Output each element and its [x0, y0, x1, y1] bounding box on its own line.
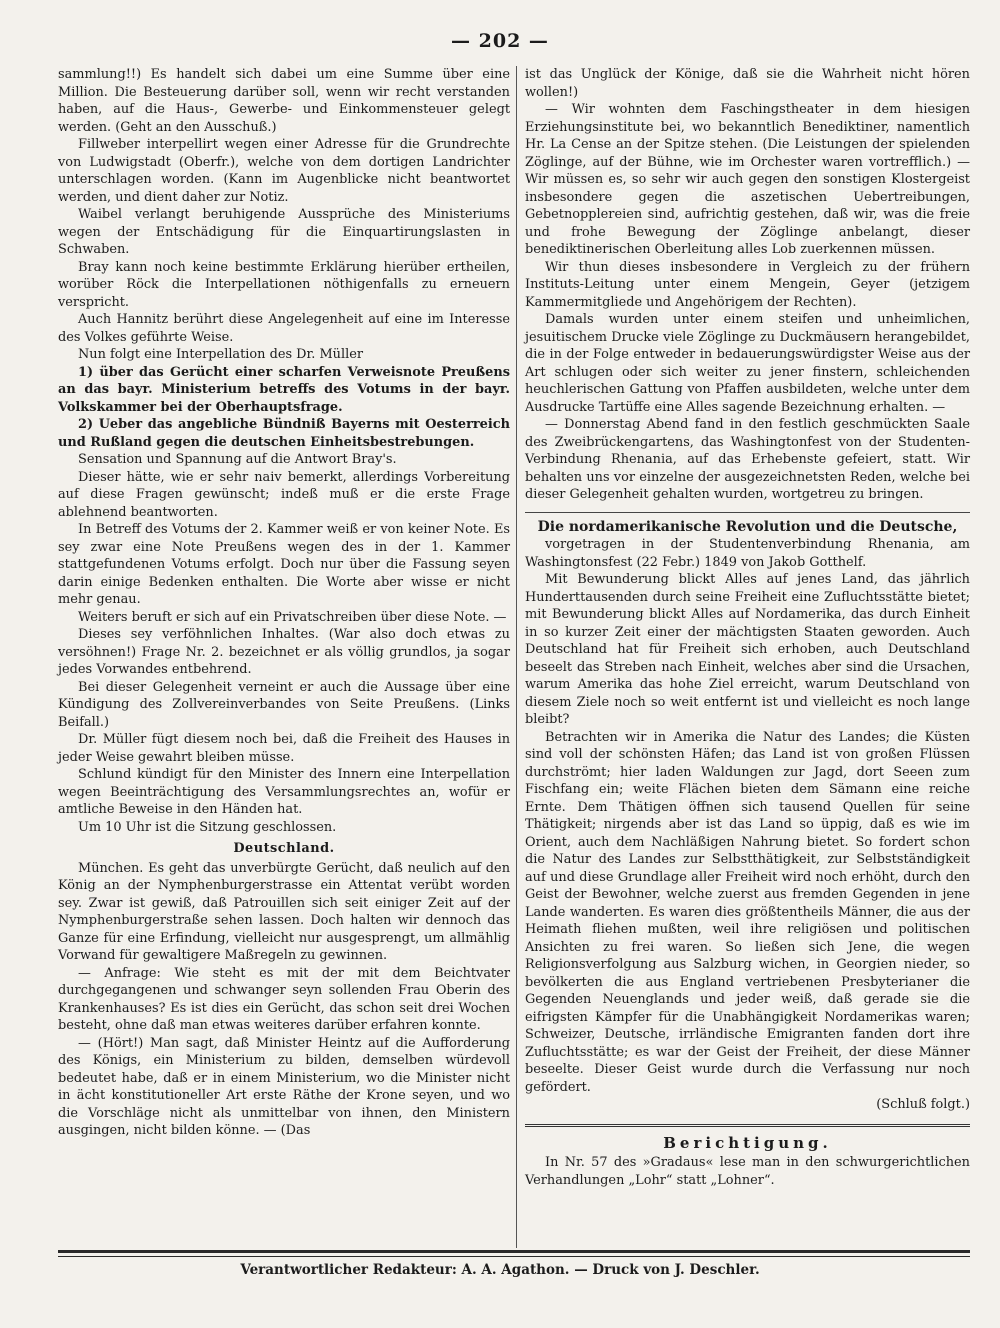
- article-subtitle: vorgetragen in der Studentenverbindung Rhenania, am Washingtonsfest (22 Febr.) 1849 von Jakob Gotthelf.: [525, 537, 970, 570]
- paragraph: Waibel verlangt beruhigende Aussprüche des Ministeriums wegen der Entschädigung für die Einquartirungslasten in Schwaben.: [58, 207, 510, 257]
- paragraph: Bray kann noch keine bestimmte Erklärung hierüber ertheilen, worüber Röck die Interpellationen nöthigenfalls zu erneuern verspricht.: [58, 259, 510, 310]
- paragraph: sammlung!!) Es handelt sich dabei um eine Summe über eine Million. Die Besteuerung darüber soll, wenn wir recht verstanden haben, auf die Haus-, Gewerbe- und Einkommensteuer gelegt werden. (Geht an den Ausschuß.): [58, 67, 510, 135]
- separator-line: [525, 512, 970, 513]
- right-column: [525, 66, 970, 1189]
- paragraph: Wir thun dieses insbesondere in Vergleich zu der frühern Instituts-Leitung unter einem Mengein, Geyer (jetzigem Kammermitgliede und Angehörigem der Rechten).: [525, 259, 970, 310]
- paragraph: In Betreff des Votums der 2. Kammer weiß er von keiner Note. Es sey zwar eine Note Preußens wegen des in der 1. Kammer stattgefundenen Votums erfolgt. Doch nur über die Fassung seyen darin einige Bedenken enthalten. Die Worte aber wisse er nicht mehr genau.: [58, 522, 510, 607]
- correction-title: Berichtigung.: [663, 1133, 832, 1152]
- paragraph: — Wir wohnten dem Faschingstheater in dem hiesigen Erziehungsinstitute bei, wo bekanntlich Benediktiner, namentlich Hr. La Cense an der Spitze stehen. (Die Leistungen der spielenden Zöglinge, auf der Bühne, wie im Orchester waren vortrefflich.) — Wir müssen es, so sehr wir auch gegen den sonstigen Klostergeist insbesondere gegen die aszetischen Uebertreibungen, Gebetnopplereien sind, aufrichtig gestehen, daß wir, was die freie und frohe Bewegung der Zöglinge anbelangt, dieser benediktinerischen Oberleitung alles Lob zuerkennen müssen.: [525, 102, 970, 257]
- paragraph: Dieses sey verföhnlichen Inhaltes. (War also doch etwas zu versöhnen!) Frage Nr. 2. bezeichnet er als völlig grundlos, ja sogar jedes Vorwandes entbehrend.: [58, 627, 510, 677]
- paragraph: 2) Ueber das angebliche Bündniß Bayerns mit Oesterreich und Rußland gegen die deutschen Einheitsbestrebungen.: [58, 417, 510, 450]
- paragraph: Um 10 Uhr ist die Sitzung geschlossen.: [78, 819, 337, 835]
- left-column: [58, 66, 510, 1140]
- paragraph: — Donnerstag Abend fand in den festlich geschmückten Saale des Zweibrückengartens, das Washingtonfest von der Studenten-Verbindung Rhenania, auf das Erhebenste gefeiert, statt. Wir behalten uns vor einzelne der ausgezeichnetsten Reden, welche bei dieser Gelegenheit gehalten wurden, wortgetreu zu bringen.: [525, 417, 970, 502]
- paragraph: Damals wurden unter einem steifen und unheimlichen, jesuitischem Drucke viele Zöglinge zu Duckmäusern herangebildet, die in der Folge entweder in bedauerungswürdigster Weise aus der Art schlugen oder sich weiter zu jener finstern, schleichenden heuchlerischen Gattung von Pfaffen ausbildeten, welche unter dem Ausdrucke Tartüffe eine Alles sagende Bezeichnung erhalten. —: [525, 312, 970, 415]
- paragraph: Auch Hannitz berührt diese Angelegenheit auf eine im Interesse des Volkes geführte Weise.: [58, 312, 510, 345]
- paragraph: Weiters beruft er sich auf ein Privatschreiben über diese Note. —: [78, 609, 507, 625]
- paragraph: ist das Unglück der Könige, daß sie die Wahrheit nicht hören wollen!): [525, 67, 970, 100]
- paragraph: Bei dieser Gelegenheit verneint er auch die Aussage über eine Kündigung des Zollvereinverbandes von Seite Preußens. (Links Beifall.): [58, 679, 510, 730]
- footer-rule: [58, 1256, 970, 1257]
- footer-rule: [58, 1250, 970, 1253]
- article-title: Die nordamerikanische Revolution und die Deutsche,: [537, 518, 958, 535]
- paragraph: Dieser hätte, wie er sehr naiv bemerkt, allerdings Vorbereitung auf diese Fragen gewünscht; indeß muß er die erste Frage ablehnend beantworten.: [58, 469, 510, 520]
- paragraph: München. Es geht das unverbürgte Gerücht, daß neulich auf den König an der Nymphenburgerstrasse ein Attentat verübt worden sey. Zwar ist gewiß, daß Patrouillen sich seit einiger Zeit auf der Nymphenburgerstraße sehen lassen. Doch halten wir dennoch das Ganze für eine Erfindung, vielleicht nur ausgesprengt, um allmählig Vorwand für gewaltigere Maßregeln zu gewinnen.: [58, 860, 510, 963]
- paragraph: Fillweber interpellirt wegen einer Adresse für die Grundrechte von Ludwigstadt (Oberfr.), welche von dem dortigen Landrichter unterschlagen worden. (Kann im Augenblicke nicht beantwortet werden, und dient daher zur Notiz.: [58, 137, 510, 205]
- paragraph: Betrachten wir in Amerika die Natur des Landes; die Küsten sind voll der schönsten Häfen; das Land ist von großen Flüssen durchströmt; hier laden Waldungen zur Jagd, dort Seeen zum Fischfang ein; weite Flächen bieten dem Sämann eine reiche Ernte. Dem Thätigen öffnen sich tausend Quellen für seine Thätigkeit; nirgends aber ist das Land so üppig, daß es wie im Orient, auch dem Nachläßigen Nahrung bietet. So fordert schon die Natur des Landes zur Selbstthätigkeit, zur Selbstständigkeit auf und diese Grundlage aller Freiheit wird noch erhöht, durch den Geist der Bewohner, welche zuerst aus fremden Gegenden in jene Lande wanderten. Es waren dies größtentheils Männer, die aus der Heimath fliehen mußten, weil ihre religiösen und politischen Ansichten zu frei waren. So ließen sich Jene, die wegen Religionsverfolgung aus Salzburg wichen, in Georgien nieder, so bevölkerten die aus England vertriebenen Presbyterianer die Gegenden Neuenglands und jeder weiß, daß gerade sie die eifrigsten Kämpfer für die Unabhängigkeit Nordamerikas waren; Schweizer, Deutsche, irrländische Emigranten fanden dort ihre Zufluchtsstätte; es war der Geist der Freiheit, der diese Männer beseelte. Dieser Geist wurde durch die Verfassung nur noch gefördert.: [525, 729, 970, 1095]
- paragraph: Nun folgt eine Interpellation des Dr. Müller: [78, 347, 363, 362]
- paragraph: 1) über das Gerücht einer scharfen Verweisnote Preußens an das bayr. Ministerium betreffs des Votums in der bayr. Volkskammer bei der Oberhauptsfrage.: [58, 364, 510, 415]
- imprint: Verantwortlicher Redakteur: A. A. Agathon. — Druck von J. Deschler.: [240, 1262, 760, 1278]
- continuation-note: (Schluß folgt.): [876, 1097, 970, 1112]
- paragraph: Schlund kündigt für den Minister des Innern eine Interpellation wegen Beeinträchtigung des Versammlungsrechtes an, wofür er amtliche Beweise in den Händen hat.: [58, 767, 510, 817]
- page-number: — 202 —: [451, 30, 549, 52]
- column-divider: [516, 66, 517, 1248]
- paragraph: — (Hört!) Man sagt, daß Minister Heintz auf die Aufforderung des Königs, ein Ministerium zu bilden, demselben würdevoll bedeutet habe, daß er in einem Ministerium, wo die Minister nicht in ächt konstitutioneller Art erste Räthe der Krone seyen, und wo die Vorschläge nicht als unmittelbar von ihnen, den Ministern ausgingen, nicht bilden könne. — (Das: [58, 1035, 510, 1138]
- paragraph: Dr. Müller fügt diesem noch bei, daß die Freiheit des Hauses in jeder Weise gewahrt bleiben müsse.: [58, 732, 510, 765]
- paragraph: In Nr. 57 des »Gradaus« lese man in den schwurgerichtlichen Verhandlungen „Lohr“ statt „Lohner“.: [525, 1155, 970, 1188]
- section-title: Deutschland.: [233, 841, 335, 856]
- paragraph: Sensation und Spannung auf die Antwort Bray's.: [78, 452, 397, 467]
- paragraph: Mit Bewunderung blickt Alles auf jenes Land, das jährlich Hunderttausenden durch seine Freiheit eine Zufluchtsstätte bietet; mit Bewunderung blickt Alles auf Nordamerika, das durch Einheit in so kurzer Zeit einer der mächtigsten Staaten geworden. Auch Deutschland hat für Freiheit sich erhoben, auch Deutschland beseelt das Streben nach Einheit, welches aber sind die Ursachen, warum Amerika das hohe Ziel erreicht, warum Deutschland von diesem Ziele noch so weit entfernt ist und vielleicht es noch lange bleibt?: [525, 572, 970, 727]
- separator-line: [525, 1124, 970, 1127]
- paragraph: — Anfrage: Wie steht es mit der mit dem Beichtvater durchgegangenen und schwanger seyn sollenden Frau Oberin des Krankenhauses? Es ist dies ein Gerücht, das schon seit drei Wochen besteht, ohne daß man etwas weiteres darüber erfahren konnte.: [58, 965, 510, 1033]
